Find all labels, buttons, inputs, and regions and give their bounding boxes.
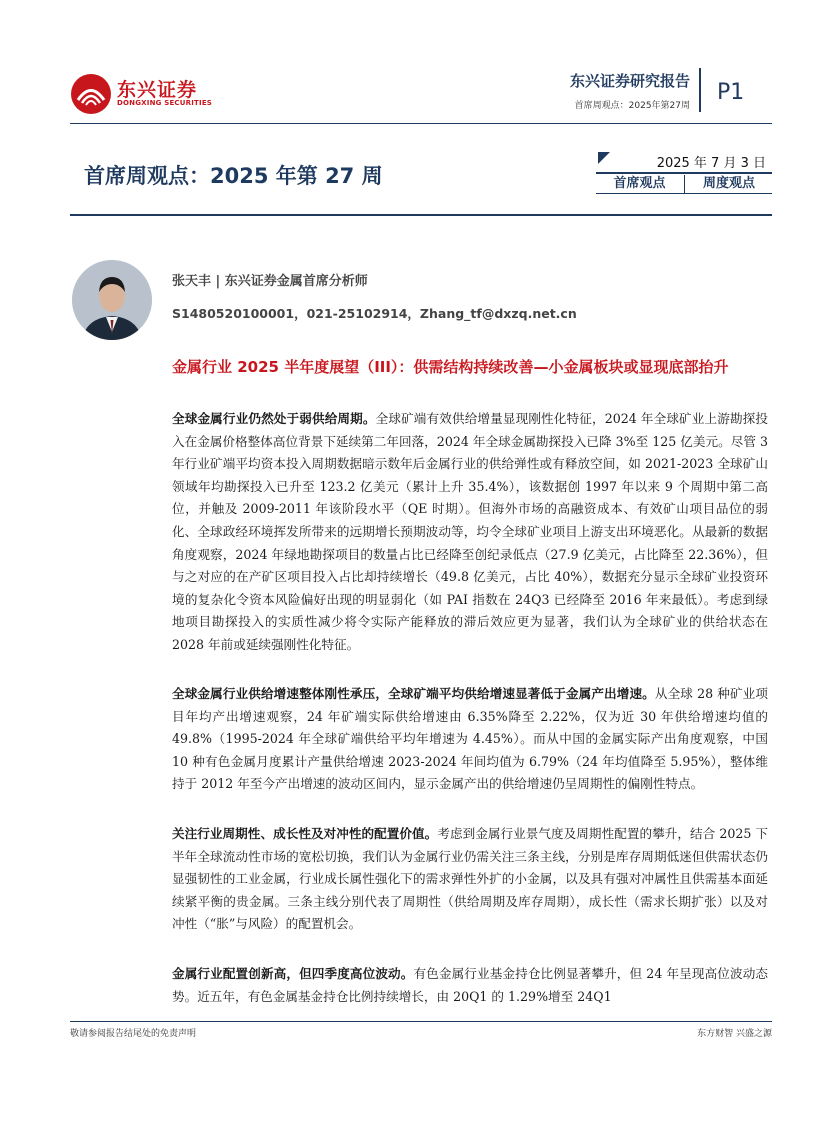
page-number: P1 [717, 80, 745, 105]
paragraph-lead: 关注行业周期性、成长性及对冲性的配置价值。 [172, 826, 438, 841]
date-rule [596, 172, 772, 174]
footer-rule [70, 1021, 772, 1022]
report-subtitle: 首席周观点：2025年第27周 [574, 101, 690, 111]
tag-rule [596, 193, 772, 194]
tag-weekly-view: 周度观点 [684, 175, 773, 193]
dongxing-logo-icon [70, 73, 112, 115]
logo-text-cn: 东兴证券 [117, 79, 198, 101]
logo-text-en: DONGXING SECURITIES [117, 99, 213, 107]
paragraph-2 [172, 683, 768, 796]
footer-slogan: 东方财智 兴盛之源 [697, 1029, 772, 1039]
disclaimer-note: 敬请参阅报告结尾处的免责声明 [70, 1029, 197, 1039]
analyst-contact: S1480520100001，021-25102914，Zhang_tf@dxzq.net.cn [172, 306, 577, 321]
analyst-avatar [72, 260, 152, 340]
paragraph-body: 从全球 28 种矿业项目年均产出增速观察，24 年矿端实际供给增速由 6.35%降至 2.22%，仅为近 30 年供给增速均值的 49.8%（1995-2024 年全球矿端供给平均年增速为 4.45%）。而从中国的金属实际产出角度观察，中国 10 种有色金属月度累计产量供给增速 2023-2024 年间均值为 6.79%（24 年均值降至 5.95%），整体维持于 2012 年至今产出增速的波动区间内，显示金属产出的供给增速仍呈周期性的偏刚性特点。 [172, 686, 768, 792]
title-rule [70, 214, 772, 216]
report-name: 东兴证券研究报告 [569, 72, 690, 90]
paragraph-4 [172, 963, 768, 1009]
article-title: 金属行业 2025 半年度展望（III）：供需结构持续改善—小金属板块或显现底部抬升 [172, 358, 729, 376]
paragraph-body: 有色金属行业基金持仓比例显著攀升，但 24 年呈现高位波动态势。近五年，有色金属基金持仓比例持续增长，由 20Q1 的 1.29%增至 24Q1 [172, 966, 768, 1004]
paragraph-1 [172, 408, 768, 657]
header-divider [699, 68, 701, 112]
tag-chief-view: 首席观点 [613, 176, 666, 191]
paragraph-lead: 全球金属行业仍然处于弱供给周期。 [172, 411, 376, 426]
paragraph-lead: 金属行业配置创新高，但四季度高位波动。 [172, 966, 414, 981]
paragraph-3 [172, 823, 768, 936]
paragraph-body: 考虑到金属行业景气度及周期性配置的攀升，结合 2025 下半年全球流动性市场的宽松切换，我们认为金属行业仍需关注三条主线，分别是库存周期低迷但供需状态仍显强韧性的工业金属，行业成长属性强化下的需求弹性外扩的小金属，以及具有强对冲属性且供需基本面延续紧平衡的贵金属。三条主线分别代表了周期性（供给周期及库存周期），成长性（需求长期扩张）以及对冲性（“胀”与风险）的配置机会。 [172, 826, 769, 932]
triangle-icon [598, 152, 610, 164]
paragraph-lead: 全球金属行业供给增速整体刚性承压，全球矿端平均供给增速显著低于金属产出增速。 [172, 686, 655, 701]
header-rule [70, 123, 772, 124]
page-title: 首席周观点：2025 年第 27 周 [84, 164, 383, 188]
analyst-name: 张天丰 | 东兴证券金属首席分析师 [172, 274, 368, 289]
report-date: 2025 年 7 月 3 日 [656, 156, 766, 171]
paragraph-body: 全球矿端有效供给增量显现刚性化特征，2024 年全球矿业上游勘探投入在金属价格整体高位背景下延续第二年回落，2024 年全球金属勘探投入已降 3%至 125 亿美元。尽管 3 年行业矿端平均资本投入周期数据暗示数年后金属行业的供给弹性或有释放空间，如 2021-2023 全球矿山领域年均勘探投入已升至 123.2 亿美元（累计上升 35.4%），该数据创 1997 年以来 9 个周期中第二高位，并触及 2009-2011 年该阶段水平（QE 时期）。但海外市场的高融资成本、有效矿山项目品位的弱化、全球政经环境挥发所带来的远期增长预期波动等，均令全球矿业项目上游支出环境恶化。从最新的数据角度观察，2024 年绿地勘探项目的数量占比已经降至创纪录低点（27.9 亿美元，占比降至 22.36%），但与之对应的在产矿区项目投入占比却持续增长（49.8 亿美元，占比 40%），数据充分显示全球矿业投资环境的复杂化令资本风险偏好出现的明显弱化（如 PAI 指数在 24Q3 已经降至 2016 年来最低）。考虑到绿地项目勘探投入的实质性减少将令实际产能释放的滞后效应更为显著，我们认为全球矿业的供给状态在 2028 年前或延续强刚性化特征。 [172, 411, 769, 652]
